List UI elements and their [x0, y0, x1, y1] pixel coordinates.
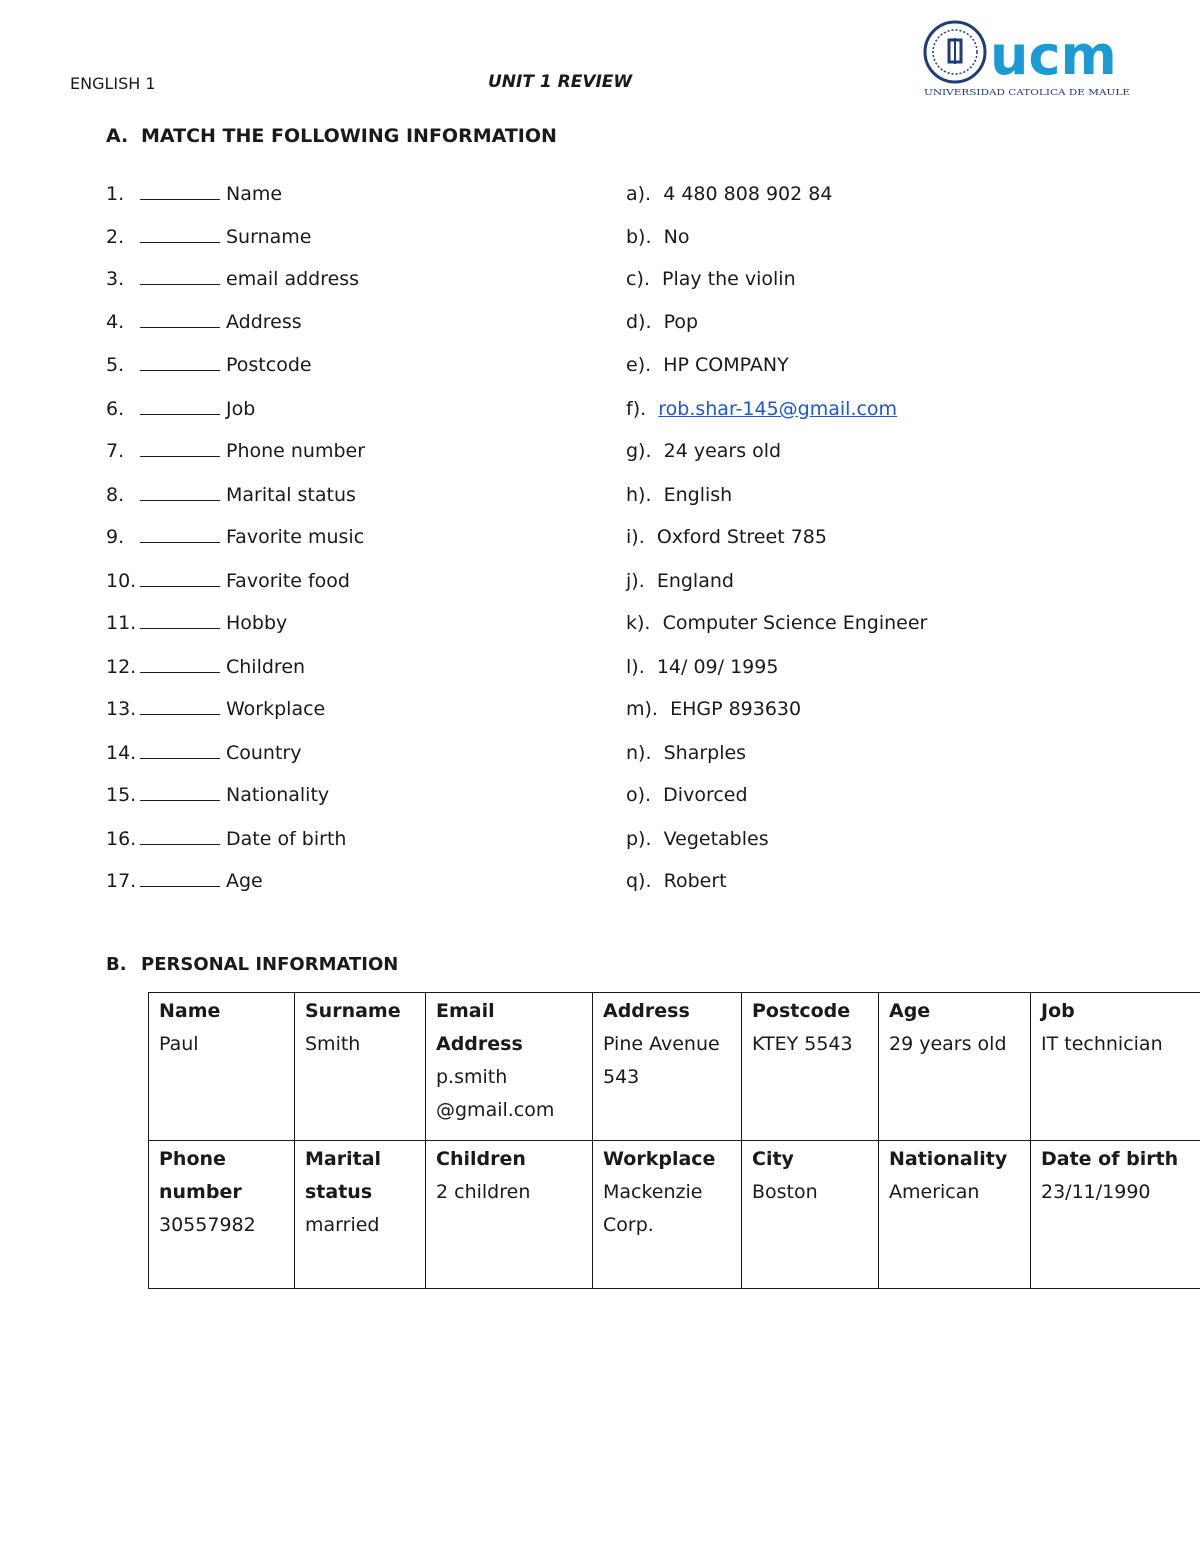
section-b-heading — [106, 954, 398, 975]
option-text: Robert — [663, 870, 727, 892]
cell-heading: Date of birth — [1041, 1148, 1179, 1170]
cell-heading: Workplace — [603, 1148, 716, 1170]
match-item — [106, 656, 305, 678]
option-text: Play the violin — [662, 268, 796, 290]
answer-blank[interactable] — [140, 612, 220, 629]
item-label: Favorite food — [226, 570, 350, 592]
match-option — [626, 183, 832, 205]
option-text: Oxford Street 785 — [656, 526, 827, 548]
item-number: 15. — [106, 784, 137, 806]
match-option — [626, 612, 927, 634]
cell-value: IT technician — [1041, 1033, 1163, 1055]
option-letter: o). — [626, 784, 652, 806]
table-cell — [593, 993, 742, 1141]
item-number: 14. — [106, 742, 137, 764]
section-b-letter: B. — [106, 954, 127, 975]
option-letter: e). — [626, 354, 652, 376]
match-option — [626, 526, 827, 548]
match-option — [626, 870, 727, 892]
match-item — [106, 612, 287, 634]
match-item — [106, 870, 263, 892]
table-cell — [149, 993, 295, 1141]
item-label: Nationality — [226, 784, 330, 806]
item-label: Phone number — [226, 440, 366, 462]
item-label: Children — [226, 656, 306, 678]
ucm-logo — [922, 18, 1136, 100]
match-option — [626, 784, 748, 806]
header-course: ENGLISH 1 — [70, 74, 156, 93]
match-option — [626, 484, 732, 506]
cell-value: 23/11/1990 — [1041, 1181, 1151, 1203]
match-item — [106, 311, 302, 333]
table-row — [149, 993, 1200, 1141]
section-b-title: PERSONAL INFORMATION — [141, 954, 399, 975]
item-number: 10. — [106, 570, 137, 592]
item-number: 8. — [106, 484, 125, 506]
cell-heading-line2: Address — [436, 1033, 523, 1055]
table-cell — [1031, 993, 1200, 1141]
answer-blank[interactable] — [140, 742, 220, 759]
cell-value: Boston — [752, 1181, 818, 1203]
cell-value: American — [889, 1181, 980, 1203]
section-a-heading — [106, 125, 557, 147]
item-label: Country — [226, 742, 302, 764]
option-text: 4 480 808 902 84 — [663, 183, 833, 205]
option-letter: m). — [626, 698, 658, 720]
cell-value: 30557982 — [159, 1214, 256, 1236]
option-text: English — [663, 484, 733, 506]
item-label: Postcode — [226, 354, 312, 376]
match-option — [626, 226, 689, 248]
cell-heading: Age — [889, 1000, 931, 1022]
table-cell — [742, 993, 879, 1141]
personal-info-table — [148, 992, 1200, 1289]
option-text: Computer Science Engineer — [662, 612, 928, 634]
answer-blank[interactable] — [140, 183, 220, 200]
cell-heading: Surname — [305, 1000, 401, 1022]
match-option — [626, 268, 796, 290]
item-number: 11. — [106, 612, 137, 634]
match-item — [106, 268, 359, 290]
match-option — [626, 440, 781, 462]
cell-heading: Name — [159, 1000, 221, 1022]
answer-blank[interactable] — [140, 698, 220, 715]
match-item — [106, 570, 350, 592]
answer-blank[interactable] — [140, 311, 220, 328]
table-cell — [426, 1141, 593, 1289]
match-item — [106, 698, 325, 720]
cell-heading: Phone — [159, 1148, 226, 1170]
match-item — [106, 226, 311, 248]
option-letter: h). — [626, 484, 652, 506]
option-letter: q). — [626, 870, 652, 892]
option-letter: a). — [626, 183, 652, 205]
item-number: 12. — [106, 656, 137, 678]
option-text: England — [656, 570, 734, 592]
answer-blank[interactable] — [140, 268, 220, 285]
item-number: 2. — [106, 226, 125, 248]
option-letter: c). — [626, 268, 650, 290]
option-letter: i). — [626, 526, 645, 548]
option-text: Sharples — [663, 742, 747, 764]
item-number: 3. — [106, 268, 125, 290]
table-cell — [1031, 1141, 1200, 1289]
option-letter: d). — [626, 311, 652, 333]
option-text: 24 years old — [663, 440, 782, 462]
match-option — [626, 656, 778, 678]
answer-blank[interactable] — [140, 526, 220, 543]
cell-value: Pine Avenue 543 — [603, 1033, 720, 1088]
item-number: 17. — [106, 870, 137, 892]
answer-blank[interactable] — [140, 828, 220, 845]
option-letter: p). — [626, 828, 652, 850]
match-item — [106, 440, 365, 462]
match-item — [106, 742, 301, 764]
item-label: Workplace — [226, 698, 326, 720]
answer-blank[interactable] — [140, 398, 220, 415]
item-number: 1. — [106, 183, 125, 205]
option-letter: j). — [626, 570, 645, 592]
option-text: EHGP 893630 — [670, 698, 802, 720]
header-unit-title: UNIT 1 REVIEW — [488, 72, 633, 92]
option-letter: b). — [626, 226, 652, 248]
item-label: Date of birth — [226, 828, 347, 850]
option-letter: k). — [626, 612, 651, 634]
option-letter: n). — [626, 742, 652, 764]
item-number: 4. — [106, 311, 125, 333]
cell-heading: City — [752, 1148, 794, 1170]
option-text: Vegetables — [663, 828, 769, 850]
logo-wordmark: ucm — [990, 24, 1117, 87]
cell-heading: Job — [1041, 1000, 1075, 1022]
answer-blank[interactable] — [140, 354, 220, 371]
item-label: Hobby — [226, 612, 288, 634]
item-number: 5. — [106, 354, 125, 376]
cell-heading-line2: status — [305, 1181, 373, 1203]
option-text: Pop — [663, 311, 699, 333]
match-option — [626, 698, 801, 720]
item-number: 7. — [106, 440, 125, 462]
item-label: Job — [226, 398, 256, 420]
match-item — [106, 784, 329, 806]
cell-heading: Children — [436, 1148, 526, 1170]
match-option — [626, 311, 698, 333]
item-label: Address — [226, 311, 302, 333]
item-label: Age — [226, 870, 263, 892]
item-number: 6. — [106, 398, 125, 420]
table-cell — [593, 1141, 742, 1289]
match-item — [106, 526, 364, 548]
cell-value: KTEY 5543 — [752, 1033, 853, 1055]
item-number: 9. — [106, 526, 125, 548]
cell-value: p.smith @gmail.com — [436, 1066, 555, 1121]
answer-blank[interactable] — [140, 440, 220, 457]
match-item — [106, 828, 346, 850]
match-item — [106, 183, 282, 205]
item-label: Name — [226, 183, 283, 205]
match-option — [626, 398, 897, 420]
item-number: 16. — [106, 828, 137, 850]
cell-value: 2 children — [436, 1181, 531, 1203]
match-item — [106, 354, 312, 376]
cell-heading: Address — [603, 1000, 690, 1022]
table-cell — [295, 1141, 426, 1289]
item-label: Surname — [226, 226, 312, 248]
section-a-title: MATCH THE FOLLOWING INFORMATION — [141, 125, 557, 147]
match-option — [626, 742, 746, 764]
cell-value: Mackenzie Corp. — [603, 1181, 703, 1236]
answer-blank[interactable] — [140, 656, 220, 673]
cell-heading-line2: number — [159, 1181, 242, 1203]
option-letter: l). — [626, 656, 645, 678]
match-option — [626, 354, 789, 376]
item-label: Favorite music — [226, 526, 365, 548]
cell-heading: Postcode — [752, 1000, 851, 1022]
cell-value: Paul — [159, 1033, 199, 1055]
item-number: 13. — [106, 698, 137, 720]
option-text: 14/ 09/ 1995 — [656, 656, 779, 678]
option-text: No — [663, 226, 690, 248]
ucm-seal-icon — [922, 18, 1136, 100]
table-row — [149, 1141, 1200, 1289]
section-a-letter: A. — [106, 125, 129, 147]
email-link[interactable]: rob.shar-145@gmail.com — [658, 398, 898, 420]
option-letter: g). — [626, 440, 652, 462]
answer-blank[interactable] — [140, 226, 220, 243]
table-cell — [426, 993, 593, 1141]
answer-blank[interactable] — [140, 570, 220, 587]
table-cell — [742, 1141, 879, 1289]
option-text: Divorced — [663, 784, 748, 806]
option-letter: f). — [626, 398, 647, 420]
cell-heading: Email — [436, 1000, 495, 1022]
table-cell — [879, 1141, 1031, 1289]
match-item — [106, 398, 255, 420]
table-cell — [879, 993, 1031, 1141]
cell-heading: Marital — [305, 1148, 382, 1170]
item-label: email address — [226, 268, 360, 290]
option-text: HP COMPANY — [663, 354, 789, 376]
match-option — [626, 828, 769, 850]
match-option — [626, 570, 734, 592]
answer-blank[interactable] — [140, 784, 220, 801]
item-label: Marital status — [226, 484, 356, 506]
cell-value: 29 years old — [889, 1033, 1007, 1055]
logo-subtext: UNIVERSIDAD CATOLICA DE MAULE — [924, 88, 1131, 97]
match-item — [106, 484, 356, 506]
cell-value: Smith — [305, 1033, 361, 1055]
table-cell — [149, 1141, 295, 1289]
cell-heading: Nationality — [889, 1148, 1008, 1170]
cell-value: married — [305, 1214, 380, 1236]
answer-blank[interactable] — [140, 870, 220, 887]
answer-blank[interactable] — [140, 484, 220, 501]
table-cell — [295, 993, 426, 1141]
